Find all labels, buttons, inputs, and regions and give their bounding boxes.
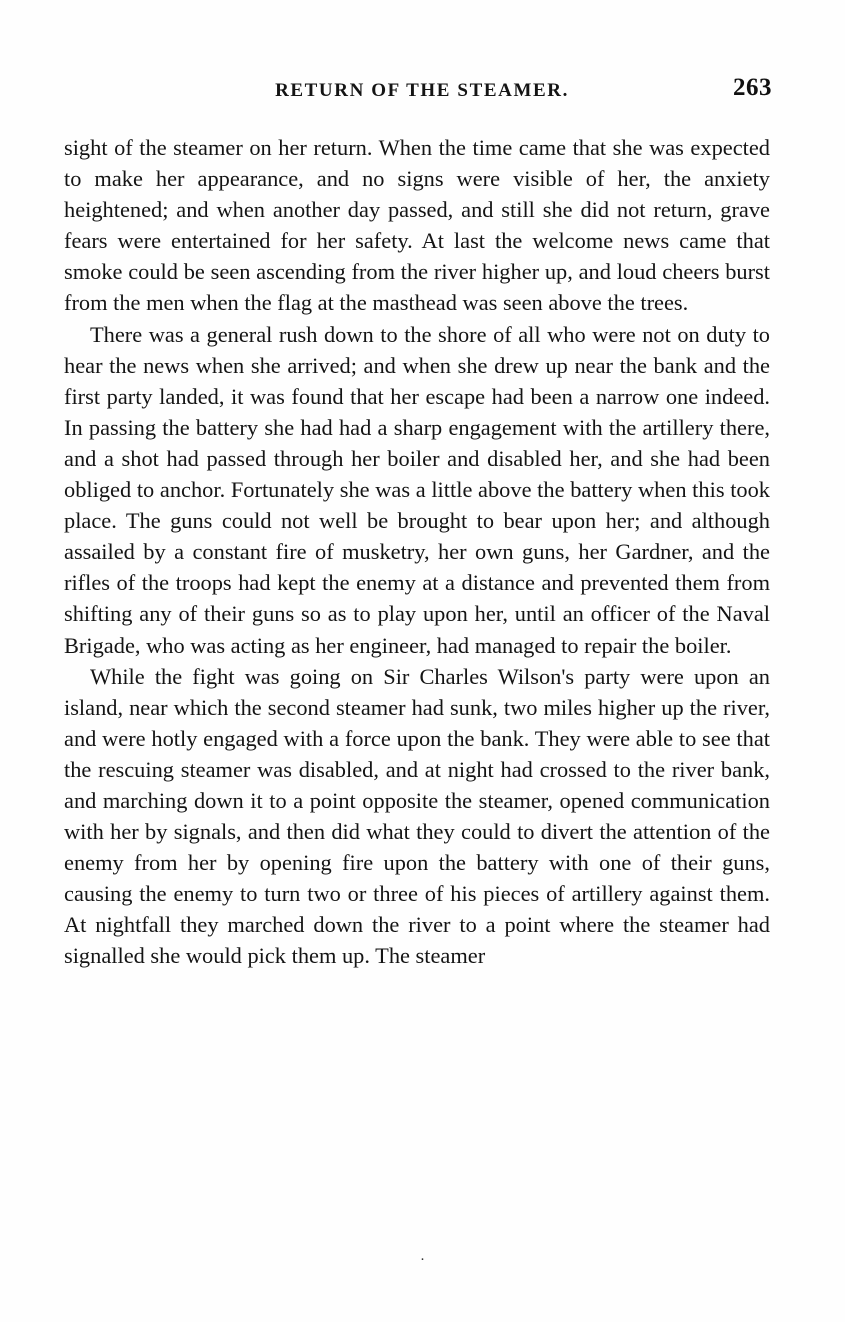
paragraph: There was a general rush down to the shore of all who were not on duty to hear the news when she arrived; and when she drew up near the bank and the first party landed, it was found that her escape had been a narrow one indeed. In passing the battery she had had a sharp engagement with the artillery there, and a shot had passed through her boiler and disabled her, and she had been obliged to anchor. Fortunately she was a little above the battery when this took place. The guns could not well be brought to bear upon her; and although assailed by a constant fire of musketry, her own guns, her Gardner, and the rifles of the troops had kept the enemy at a distance and prevented them from shifting any of their guns so as to play upon her, until an officer of the Naval Brigade, who was acting as her engineer, had managed to repair the boiler. (64, 321, 770, 658)
page-body (64, 132, 770, 972)
page-header (62, 74, 772, 102)
running-head: RETURN OF THE STEAMER. (275, 80, 569, 101)
paragraph: sight of the steamer on her return. When the time came that she was expected to make her appearance, and no signs were visible of her, the anxiety heightened; and when another day passed, and still she did not return, grave fears were entertained for her safety. At last the welcome news came that smoke could be seen ascending from the river higher up, and loud cheers burst from the men when the flag at the masthead was seen above the trees. (64, 135, 770, 316)
page-number: 263 (733, 74, 772, 101)
footer-mark: · (420, 1252, 425, 1268)
paragraph: While the fight was going on Sir Charles Wilson's party were upon an island, near which the second steamer had sunk, two miles higher up the river, and were hotly engaged with a force upon the bank. They were able to see that the rescuing steamer was disabled, and at night had crossed to the river bank, and marching down it to a point opposite the steamer, opened communication with her by signals, and then did what they could to divert the attention of the enemy from her by opening fire upon the battery with one of their guns, causing the enemy to turn two or three of his pieces of artillery against them. At nightfall they marched down the river to a point where the steamer had signalled she would pick them up. The steamer (64, 663, 770, 969)
